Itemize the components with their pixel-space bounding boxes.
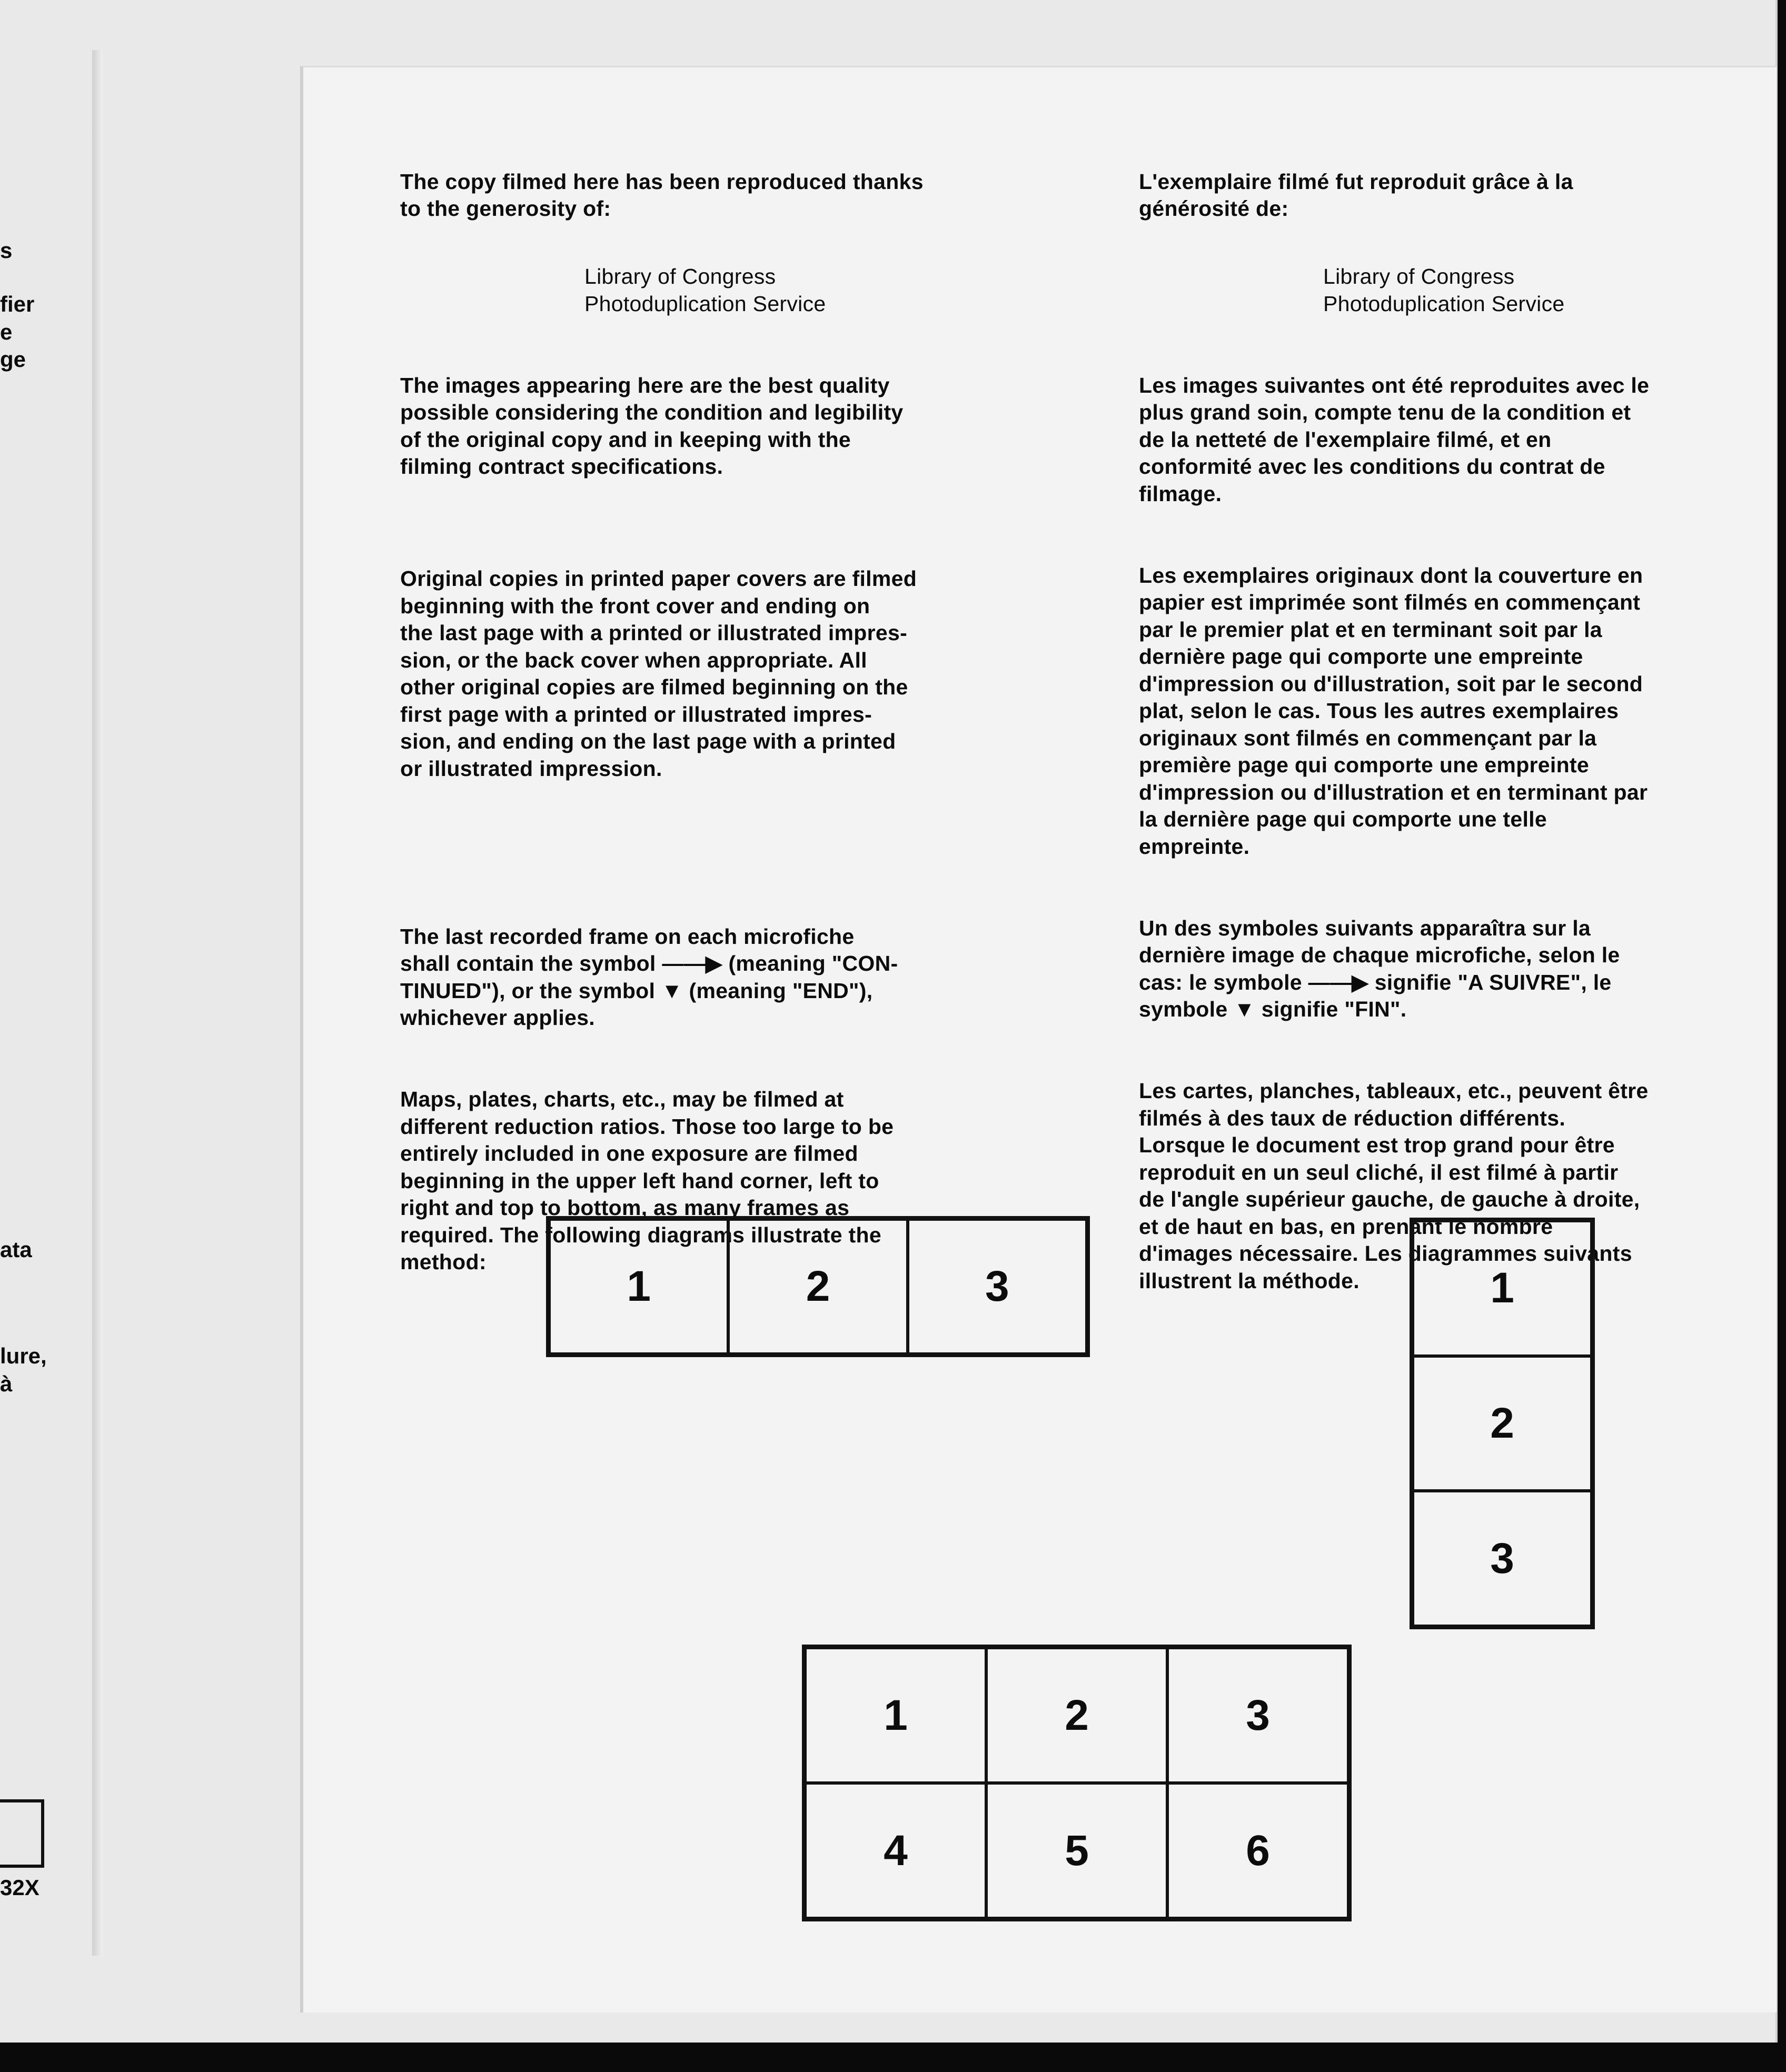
- diagram-frame: 3: [1167, 1648, 1348, 1783]
- margin-fragment: ge: [0, 347, 26, 372]
- diagram-grid: [802, 1645, 1352, 1921]
- english-last-frame-text-3: (meaning "END"), whichever applies.: [400, 978, 873, 1030]
- end-triangle-icon: ▼: [661, 978, 683, 1003]
- french-symbols-text-2: signifie "A SUIVRE", le symbole: [1139, 970, 1612, 1021]
- english-column: [400, 141, 1032, 1303]
- english-last-frame-text-2: (meaning "CON- TINUED"), or the symbol: [400, 951, 898, 1003]
- diagram-frame: 2: [1413, 1356, 1592, 1491]
- diagram-horizontal: [546, 1216, 1090, 1357]
- french-quality: Les images suivantes ont été reproduites avec le plus grand soin, compte tenu de la condition et de la netteté de l'exemplaire filmé, et en conformité avec les conditions du contrat de filmage.: [1139, 373, 1650, 506]
- french-symbols: [1139, 915, 1771, 1023]
- french-column: [1139, 141, 1771, 1322]
- margin-fragment: fier: [0, 292, 35, 316]
- english-last-frame: [400, 923, 1032, 1032]
- english-quality: The images appearing here are the best quality possible considering the condition and legibility of the original copy and in keeping with the filming contract specifications.: [400, 373, 904, 479]
- english-last-frame-text-1: The last recorded frame on each microfiche shall contain the symbol: [400, 924, 855, 975]
- french-maps: Les cartes, planches, tableaux, etc., peuvent être filmés à des taux de réduction différents. Lorsque le document est trop grand pour être reproduit en un seul cliché, il est filmé à partir de l'angle supérieur gauche, de gauche à droite, et de haut en bas, en prenant le nombre d'images nécessaire. Les diagrammes suivants illustrent la méthode.: [1139, 1079, 1649, 1293]
- diagram-frame: 1: [1413, 1221, 1592, 1356]
- english-library: Library of Congress Photoduplication Service: [584, 264, 826, 316]
- diagram-frame: 2: [728, 1219, 907, 1354]
- diagram-frame: 5: [986, 1783, 1167, 1918]
- margin-fragment: s: [0, 238, 13, 263]
- reduction-target-box: [0, 1799, 44, 1868]
- continued-arrow-icon: ——▶: [662, 951, 722, 975]
- french-symbols-text-1: Un des symboles suivants apparaîtra sur la dernière image de chaque microfiche, selon le cas: le symbole: [1139, 915, 1620, 994]
- reduction-label: 32X: [0, 1875, 39, 1900]
- french-thanks: L'exemplaire filmé fut reproduit grâce à la générosité de:: [1139, 169, 1573, 221]
- french-originals: Les exemplaires originaux dont la couverture en papier est imprimée sont filmés en commençant par le premier plat et en terminant soit par la dernière page qui comporte une empreinte d'impression ou d'illustration, soit par le second plat, selon le cas. Tous les autres exemplaires originaux sont filmés en commençant par la première page qui comporte une empreinte d'impression ou d'illustration et en terminant par la dernière page qui comporte une telle empreinte.: [1139, 563, 1648, 859]
- english-maps: Maps, plates, charts, etc., may be filmed at different reduction ratios. Those too large to be entirely included in one exposure are filmed beginning in the upper left hand corner, left to right and top to bottom, as many frames as required. The following diagrams illustrate the method:: [400, 1087, 894, 1274]
- margin-fragment: à: [0, 1371, 13, 1396]
- diagram-vertical: [1410, 1218, 1595, 1629]
- diagram-frame: 1: [805, 1648, 986, 1783]
- french-symbols-text-3: signifie "FIN".: [1255, 997, 1407, 1021]
- diagram-frame: 4: [805, 1783, 986, 1918]
- margin-fragment: ata: [0, 1237, 32, 1262]
- continued-arrow-icon: ——▶: [1308, 970, 1369, 994]
- end-triangle-icon: ▼: [1234, 997, 1256, 1021]
- diagram-frame: 3: [908, 1219, 1087, 1354]
- margin-fragment: e: [0, 320, 13, 344]
- diagram-frame: 1: [549, 1219, 728, 1354]
- margin-fragment: lure,: [0, 1343, 47, 1368]
- english-originals: Original copies in printed paper covers are filmed beginning with the front cover and ending on the last page with a printed or illustrated impres- sion, or the back cover when appropriate. All other original copies are filmed beginning on the first page with a printed or illustrated impres- sion, and ending on the last page with a printed or illustrated impression.: [400, 566, 917, 781]
- previous-page-edge: [92, 50, 103, 1956]
- diagram-frame: 6: [1167, 1783, 1348, 1918]
- english-thanks: The copy filmed here has been reproduced thanks to the generosity of:: [400, 169, 924, 221]
- french-library: Library of Congress Photoduplication Service: [1323, 264, 1565, 316]
- diagram-frame: 2: [986, 1648, 1167, 1783]
- diagram-frame: 3: [1413, 1491, 1592, 1626]
